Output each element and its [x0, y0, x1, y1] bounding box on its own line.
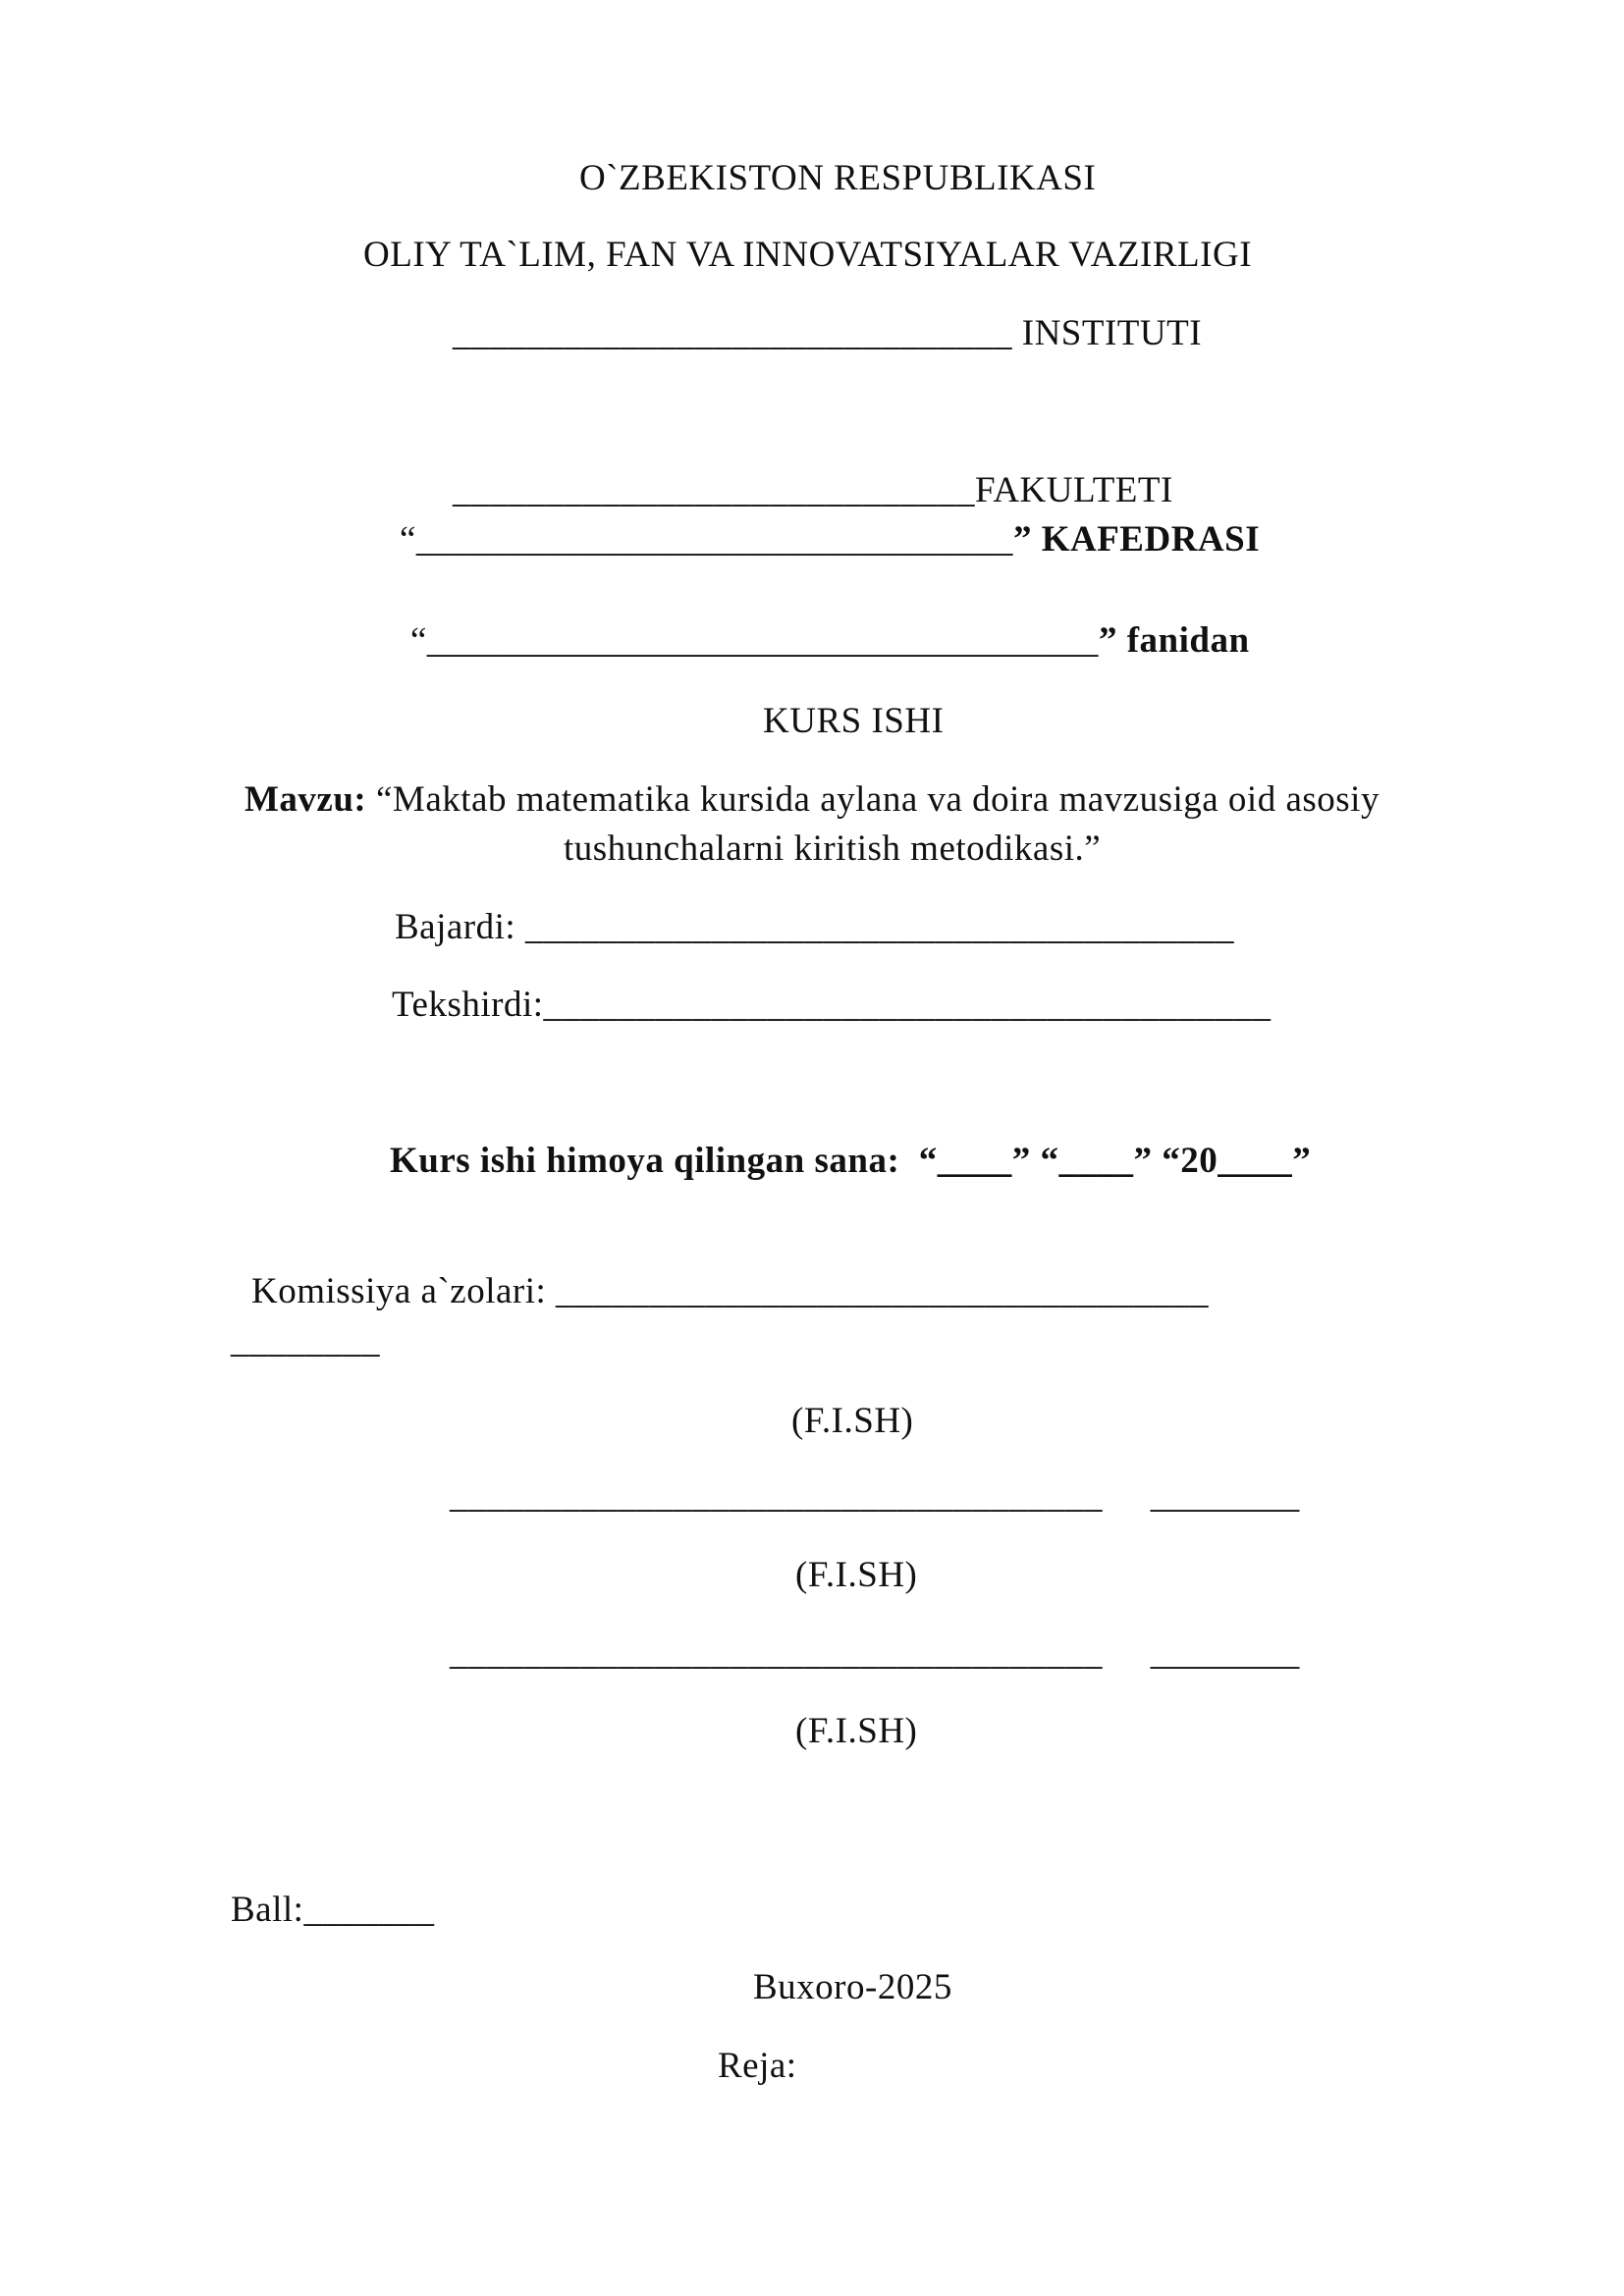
institute-blank: ______________________________	[453, 313, 1022, 353]
performed-by-label: Bajardi:	[395, 907, 525, 947]
institute-line	[453, 315, 1202, 351]
commission-label: Komissiya a`zolari:	[251, 1271, 557, 1311]
topic-line-1	[244, 781, 1380, 818]
work-type-title: KURS ISHI	[763, 701, 945, 741]
fio-label-3: (F.I.SH)	[795, 1711, 918, 1751]
checked-by-label: Tekshirdi:	[392, 985, 544, 1025]
fio-label-1: (F.I.SH)	[791, 1401, 914, 1441]
defense-date-line: Kurs ishi himoya qilingan sana: “____” “____” “20____”	[390, 1141, 1312, 1181]
institute-label: INSTITUTI	[1021, 313, 1203, 353]
subject-line	[410, 622, 1250, 659]
fio-label-2: (F.I.SH)	[795, 1555, 918, 1595]
country-heading: O`ZBEKISTON RESPUBLIKASI	[579, 158, 1097, 198]
grade-label: Ball:	[231, 1890, 304, 1930]
grade-line	[231, 1892, 434, 1928]
performed-by-blank: ______________________________________	[524, 907, 1234, 947]
grade-blank: _______	[303, 1890, 435, 1930]
subject-label: ” fanidan	[1098, 620, 1250, 661]
ministry-heading: OLIY TA`LIM, FAN VA INNOVATSIYALAR VAZIRLIGI	[363, 235, 1253, 275]
kafedra-blank: “________________________________	[400, 519, 1013, 560]
faculty-blank: ____________________________	[453, 470, 975, 510]
faculty-label: FAKULTETI	[975, 470, 1173, 510]
performed-by-line	[395, 909, 1234, 945]
topic-label: Mavzu:	[244, 779, 367, 820]
topic-line-2: tushunchalarni kiritish metodikasi.”	[564, 828, 1102, 869]
commission-signature-line-1: ___________________________________ ________	[450, 1475, 1300, 1516]
checked-by-blank: _______________________________________	[543, 985, 1272, 1025]
commission-line	[251, 1273, 1209, 1309]
commission-blank: ___________________________________	[556, 1271, 1210, 1311]
plan-label: Reja:	[718, 2046, 797, 2086]
subject-blank: “____________________________________	[410, 620, 1099, 661]
topic-text-1: “Maktab matematika kursida aylana va doira mavzusiga oid asosiy	[366, 779, 1380, 820]
checked-by-line	[392, 987, 1272, 1023]
kafedra-line	[400, 521, 1260, 558]
kafedra-label: ” KAFEDRASI	[1012, 519, 1261, 560]
commission-signature-line-2: ___________________________________ ________	[450, 1632, 1300, 1673]
faculty-line	[453, 472, 1173, 508]
commission-blank-continued: ________	[231, 1320, 380, 1361]
city-year: Buxoro-2025	[753, 1967, 952, 2007]
